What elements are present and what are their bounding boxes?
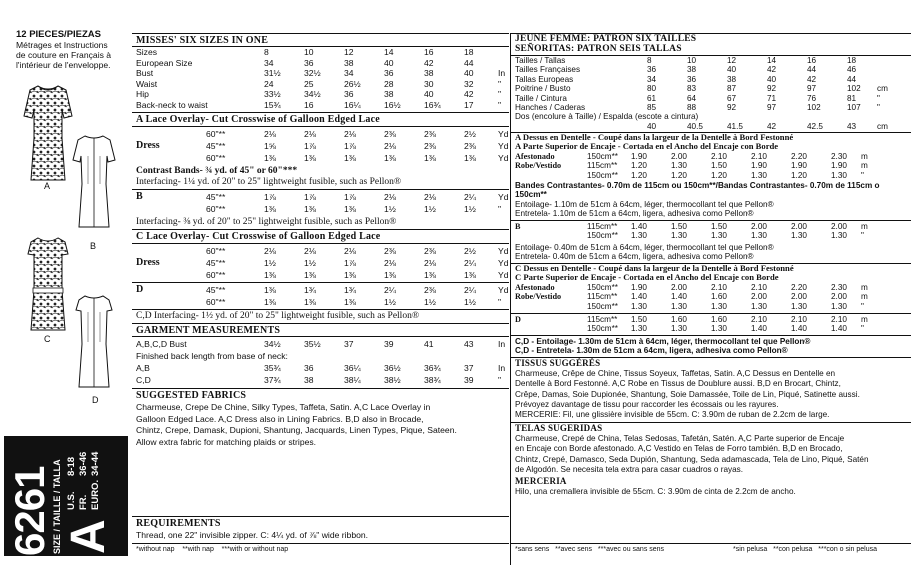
rule xyxy=(132,229,509,230)
french-b-table: B 115cm** 1.40 1.50 1.50 2.00 2.00 2.00 m 150cm** 1.30 1.30 1.30 1.30 1.30 1.30 " xyxy=(515,222,868,241)
size-row: European Size 34 36 38 40 42 44 xyxy=(136,57,474,68)
french-d-table: D 115cm** 1.50 1.60 1.60 2.10 2.10 2.10 m 150cm** 1.30 1.30 1.30 1.40 1.40 1.40 " xyxy=(515,315,868,334)
view-c-label: C xyxy=(44,334,51,344)
view-d-label: D xyxy=(92,395,99,405)
rule xyxy=(132,543,509,544)
french-intro: Métrages et Instructions de couture en Français à l'intérieur de l'enveloppe. xyxy=(16,40,112,70)
view-a-title: A Lace Overlay- Cut Crosswise of Galloon Edged Lace xyxy=(136,114,380,125)
requirements-title: REQUIREMENTS xyxy=(136,518,221,529)
rule xyxy=(132,126,509,127)
view-d-yardage: D 45"** 1⅜ 1¾ 1¾ 2¼ 2⅜ 2¼ Yd 60"** 1⅜ 1⅜ 1⅜ 1½ 1½ 1½ " xyxy=(136,284,509,307)
rule xyxy=(132,243,509,244)
size-chart xyxy=(136,47,506,110)
left-column xyxy=(0,0,132,580)
garment-title: GARMENT MEASUREMENTS xyxy=(136,325,281,336)
rule xyxy=(511,313,911,314)
garment-table: A,B,C,D Bust 34½ 35½ 37 39 41 43 In Finished back length from base of neck: A,B 35¾ 36 36¼ 36½ 36¾ 37 In C,D 37¾ 38 38¼ 38½ 38¾ 39 " xyxy=(136,339,506,385)
fabrics-title: SUGGESTED FABRICS xyxy=(136,390,247,401)
rule xyxy=(132,323,509,324)
rule xyxy=(132,516,509,517)
view-a-label: A xyxy=(44,181,51,191)
pattern-number: 6261 xyxy=(6,466,53,556)
english-column xyxy=(132,33,509,565)
french-a-heading: A Dessus en Dentelle - Coupé dans la largeur de la Dentelle à Bord Festonné A Parte Superior de Encaje - Cortada en el Ancho del Encaje con Borde xyxy=(515,132,794,152)
view-d-back-sketch xyxy=(68,292,120,392)
french-bandes: Bandes Contrastantes- 0.70m de 115cm ou 150cm**/Bandas Contrastantes- 0.70m de 115cm o 150cm** xyxy=(515,181,880,200)
french-a-entoilage: Entoilage- 1.10m de 51cm à 64cm, léger, thermocollant tel que Pellon® xyxy=(515,200,774,209)
french-c-table: Afestonado 150cm** 1.90 2.00 2.10 2.10 2.20 2.30 m Robe/Vestido 115cm** 1.40 1.40 1.60 2.00 2.00 2.00 m 150cm** 1.30 1.30 1.30 1.30 1.30 1.30 " xyxy=(515,283,868,311)
tissus-text: Charmeuse, Crêpe de Chine, Tissus Soyeux, Taffetas, Satin. A,C Dessus en Dentelle en Dentelle à Bord Festonné. A,C Robe en Tissus de Doublure aussi. B,D en Brocart, Chintz, Crêpe, Damas, Soie Dupionée, Shantung, Soie Damassée, Toile de Lin, Piqué, Satinette aussi. Prévoyez davantage de tissu pour raccorder les écossais ou les rayures. MERCERIE: Fil, une glissière invisible de 55cm. C: 3.90m de ruban de 2.2cm de large. xyxy=(515,369,860,420)
rule xyxy=(132,112,509,113)
view-c-yardage: 60"** 2⅛ 2⅛ 2⅛ 2⅜ 2⅜ 2½ Yd Dress 45"** 1½ 1½ 1⅞ 2⅛ 2⅛ 2¼ Yd 60"** 1⅜ 1⅜ 1⅜ 1⅜ 1⅜ 1⅜ Yd xyxy=(136,246,509,280)
view-a-interfacing: Interfacing- 1¼ yd. of 20" to 25" lightweight fusible, such as Pellon® xyxy=(136,177,402,187)
spanish-title: SEÑORITAS: PATRON SEIS TALLAS xyxy=(515,44,682,54)
size-row: Bust 31½ 32½ 34 36 38 40 In xyxy=(136,68,506,78)
size-row: Back-neck to waist 15¾ 16 16¼ 16½ 16¾ 17 " xyxy=(136,99,502,110)
pattern-number-rotated xyxy=(4,440,128,556)
telas-title: TELAS SUGERIDAS xyxy=(515,423,603,433)
size-row: Waist 24 25 26½ 28 30 32 " xyxy=(136,78,502,89)
english-title: MISSES' SIX SIZES IN ONE xyxy=(136,35,269,46)
pattern-number-block xyxy=(4,436,128,556)
rule xyxy=(511,220,911,221)
french-title: JEUNE FEMME: PATRON SIX TAILLES xyxy=(515,34,697,44)
french-cd-entoilage: C,D - Entoilage- 1.30m de 51cm à 64cm, léger, thermocollant tel que Pellon® xyxy=(515,337,811,346)
rule xyxy=(511,543,911,544)
french-size-chart: Tailles / Tallas 8 10 12 14 16 18 Tailles Françaises 36 38 40 42 44 46 Tallas Europeas 34 36 38 40 42 44 Poitrine / Busto 80 83 87 92 97 102 cm Taille / Cintura 61 64 67 71 76 81 " Hanches / Caderas 85 88 92 97 102 107 " Dos (encolure à Taille) / Espalda (escote a cintura) 40 40.5 41.5 42 42.5 43 cm xyxy=(515,56,888,131)
contrast-bands: Contrast Bands- ¾ yd. of 45" or 60"*** xyxy=(136,166,298,176)
size-row: Sizes 8 10 12 14 16 18 xyxy=(136,47,474,57)
french-cd-entretela: C,D - Entretela- 1.30m de 51cm a 64cm, ligera, adhesiva como Pellon® xyxy=(515,346,788,355)
view-c-title: C Lace Overlay- Cut Crosswise of Galloon Edged Lace xyxy=(136,231,381,242)
view-b-back-sketch xyxy=(68,132,120,232)
rule xyxy=(511,335,911,336)
telas-text: Charmeuse, Crepé de China, Telas Sedosas, Tafetán, Satén. A,C Parte superior de Encaje en Encaje con Borde afestonado. A,C Vestido en Telas de Forro también. B,D en Brocado, Chintz, Crepé, Damasco, Seda Dupión, Shantung, Seda adamascada, Tela de Lino, Piqué, Satén de Algodón. Se necesita tela extra para casar cuadros o rayas. xyxy=(515,434,869,474)
french-b-entoilage: Entoilage- 0.40m de 51cm à 64cm, léger, thermocollant tel que Pellon® xyxy=(515,243,774,252)
rule xyxy=(132,336,509,337)
french-footnotes: *sans sens **avec sens ***avec ou sans sens xyxy=(515,546,665,553)
cd-interfacing: C,D Interfacing- 1½ yd. of 20" to 25" lightweight fusible, such as Pellon® xyxy=(136,311,420,321)
rule xyxy=(132,189,509,190)
french-b-entretela: Entretela- 0.40m de 51cm a 64cm, ligera, adhesiva como Pellon® xyxy=(515,252,754,261)
pieces-label: 12 PIECES/PIEZAS xyxy=(16,29,102,40)
merceria-title: MERCERIA xyxy=(515,476,567,486)
size-row: Hip 33½ 34½ 36 38 40 42 " xyxy=(136,89,502,99)
tissus-title: TISSUS SUGGÉRÉS xyxy=(515,358,601,368)
view-b-label: B xyxy=(90,241,97,251)
fabrics-text: Charmeuse, Crepe De Chine, Silky Types, Taffeta, Satin. A,C Lace Overlay in Galloon Edged Lace. A,C Dress also in Lining Fabrics. B,D also in Brocade, Chintz, Crepe, Damask, Dupioni, Shantung, Jacquards, Linen Types, Pique, Sateen. Allow extra fabric for matching plaids or stripes. xyxy=(136,402,457,447)
french-c-heading: C Dessus en Dentelle - Coupé dans la largeur de la Dentelle à Bord Festonné C Parte Superior de Encaje - Cortada en el Ancho del Encaje con Borde xyxy=(515,263,794,283)
view-b-interfacing: Interfacing- ⅜ yd. of 20" to 25" lightweight fusible, such as Pellon® xyxy=(136,217,397,227)
view-a-yardage: 60"** 2⅛ 2⅛ 2⅛ 2⅜ 2⅜ 2½ Yd Dress 45"** 1⅝ 1⅞ 1⅞ 2⅛ 2⅜ 2⅜ Yd 60"** 1⅜ 1⅜ 1⅜ 1⅜ 1⅜ 1⅜ Yd xyxy=(136,129,509,163)
english-footnotes: *without nap **with nap ***with or without nap xyxy=(136,546,289,553)
size-label: SIZE / TAILLE / TALLA xyxy=(52,459,62,554)
size-code: A xyxy=(62,519,115,554)
rule xyxy=(132,282,509,283)
french-a-table: Afestonado 150cm** 1.90 2.00 2.10 2.10 2.20 2.30 m Robe/Vestido 115cm** 1.20 1.30 1.50 1.90 1.90 1.90 m 150cm** 1.20 1.20 1.20 1.30 1.20 1.30 " xyxy=(515,152,868,180)
rule xyxy=(132,388,509,389)
french-a-entretela: Entretela- 1.10m de 51cm a 64cm, ligera, adhesiva como Pellon® xyxy=(515,209,754,218)
view-b-yardage: B 45"** 1⅞ 1⅞ 1⅞ 2⅛ 2⅛ 2¼ Yd 60"** 1⅜ 1⅜ 1⅜ 1½ 1½ 1½ " xyxy=(136,191,509,214)
spanish-footnotes: *sin pelusa **con pelusa ***con o sin pelusa xyxy=(733,546,878,553)
requirements-text: Thread, one 22" invisible zipper. C: 4¼ yd. of ⅞" wide ribbon. xyxy=(136,530,369,540)
rule xyxy=(132,33,509,34)
rule xyxy=(132,309,509,310)
merceria-text: Hilo, una cremallera invisible de 55cm. C: 3.90m de cinta de 2.2cm de ancho. xyxy=(515,487,796,496)
size-range-table: U.S. 8-18 FR. 36-46 EURO. 34-44 xyxy=(66,451,101,510)
french-column xyxy=(511,33,911,565)
